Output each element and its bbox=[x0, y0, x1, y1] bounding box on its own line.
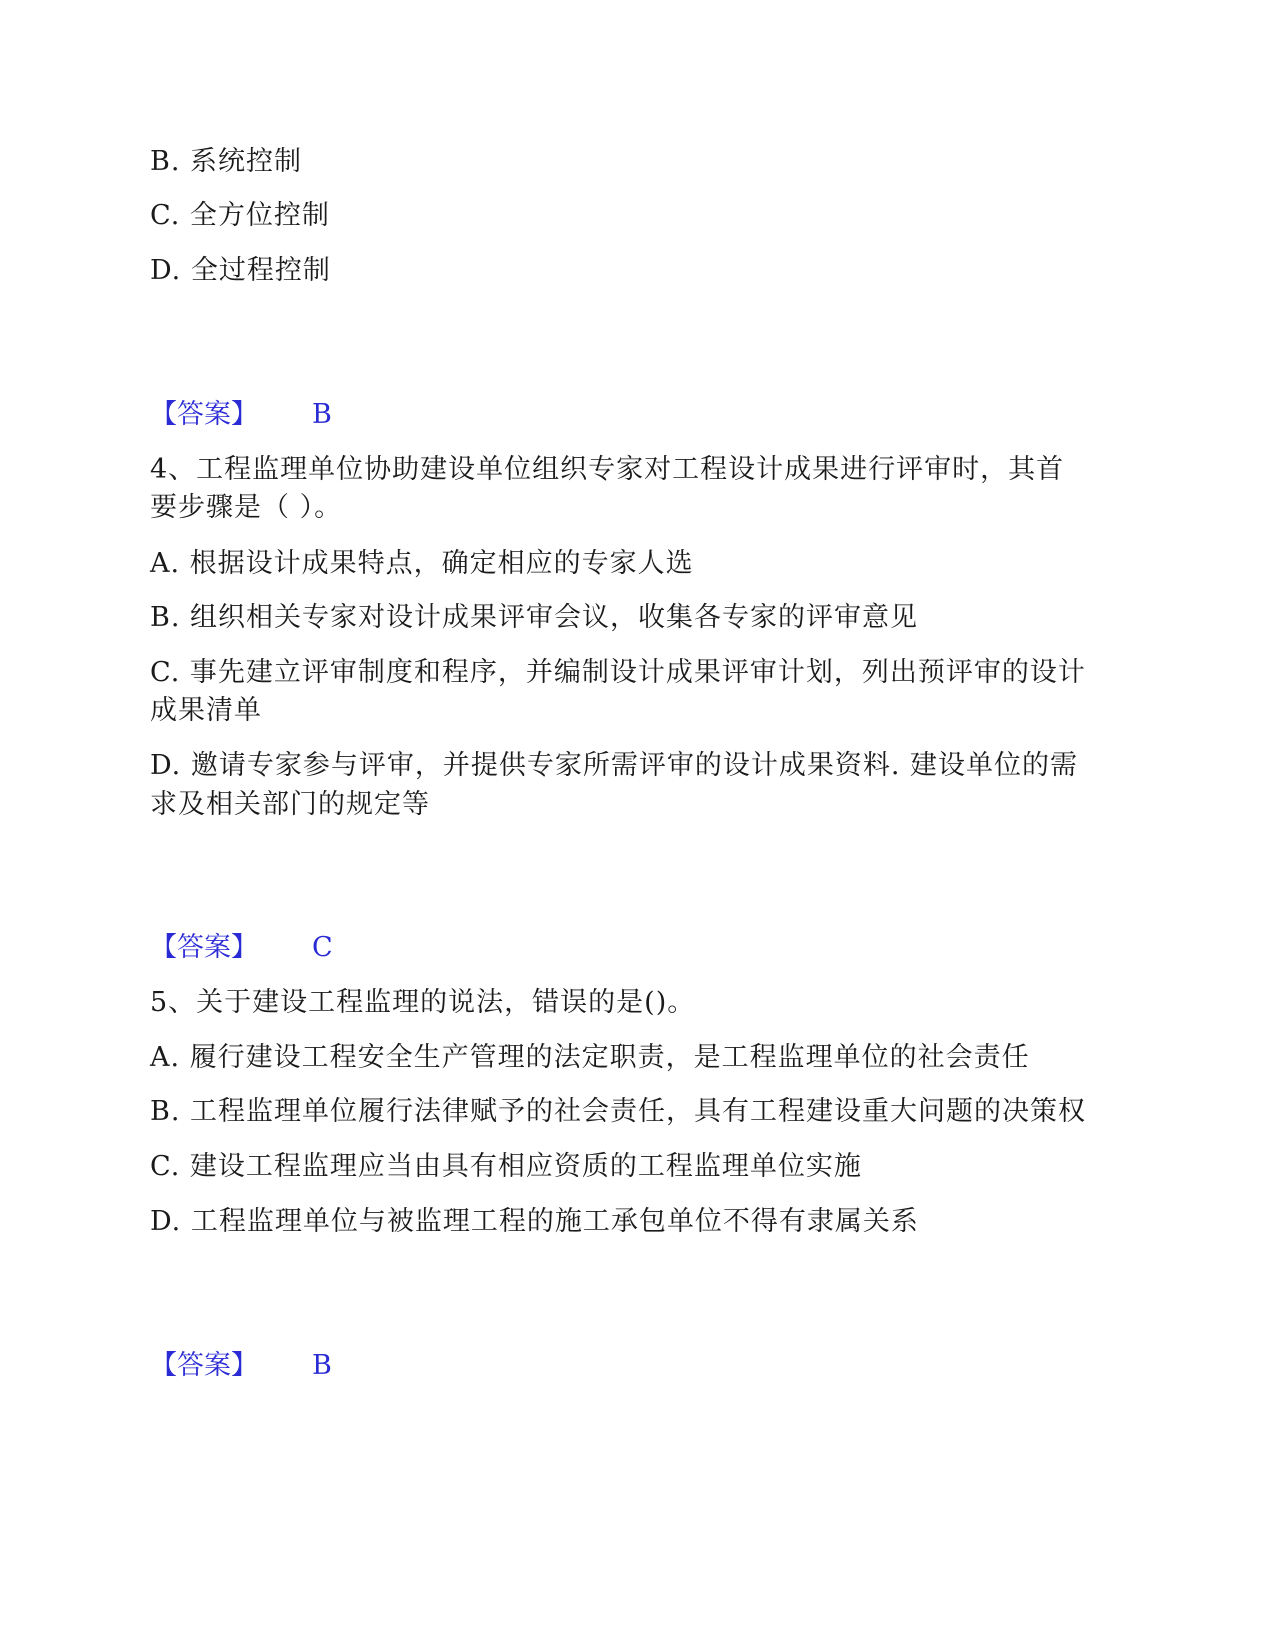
answer-label: 【答案】 bbox=[150, 399, 258, 430]
q4-option-c-line1: C. 事先建立评审制度和程序，并编制设计成果评审计划，列出预评审的设计 bbox=[150, 657, 1086, 688]
answer-value: C bbox=[312, 932, 333, 963]
q4-option-b: B. 组织相关专家对设计成果评审会议，收集各专家的评审意见 bbox=[150, 602, 919, 633]
q4-option-c-line2: 成果清单 bbox=[150, 695, 262, 726]
q5-option-a: A. 履行建设工程安全生产管理的法定职责，是工程监理单位的社会责任 bbox=[150, 1042, 1030, 1073]
q4-stem-line2: 要步骤是（ ）。 bbox=[150, 492, 343, 523]
answer-value: B bbox=[312, 399, 332, 430]
q5-option-c: C. 建设工程监理应当由具有相应资质的工程监理单位实施 bbox=[150, 1151, 862, 1182]
answer-label: 【答案】 bbox=[150, 932, 258, 963]
q3-option-c: C. 全方位控制 bbox=[150, 200, 330, 231]
q4-option-d-line1: D. 邀请专家参与评审，并提供专家所需评审的设计成果资料. 建设单位的需 bbox=[150, 750, 1079, 781]
q5-answer bbox=[150, 1346, 332, 1386]
q5-option-d: D. 工程监理单位与被监理工程的施工承包单位不得有隶属关系 bbox=[150, 1206, 919, 1237]
q4-option-a: A. 根据设计成果特点，确定相应的专家人选 bbox=[150, 548, 694, 579]
q4-option-d-line2: 求及相关部门的规定等 bbox=[150, 789, 430, 820]
q3-option-d: D. 全过程控制 bbox=[150, 255, 331, 286]
q5-stem: 5、关于建设工程监理的说法，错误的是()。 bbox=[150, 987, 696, 1018]
answer-label: 【答案】 bbox=[150, 1350, 258, 1381]
q5-option-b: B. 工程监理单位履行法律赋予的社会责任，具有工程建设重大问题的决策权 bbox=[150, 1096, 1087, 1127]
q4-stem-line1: 4、工程监理单位协助建设单位组织专家对工程设计成果进行评审时，其首 bbox=[150, 454, 1065, 485]
q4-answer bbox=[150, 928, 333, 968]
q3-answer bbox=[150, 395, 332, 435]
q3-option-b: B. 系统控制 bbox=[150, 146, 303, 177]
answer-value: B bbox=[312, 1350, 332, 1381]
